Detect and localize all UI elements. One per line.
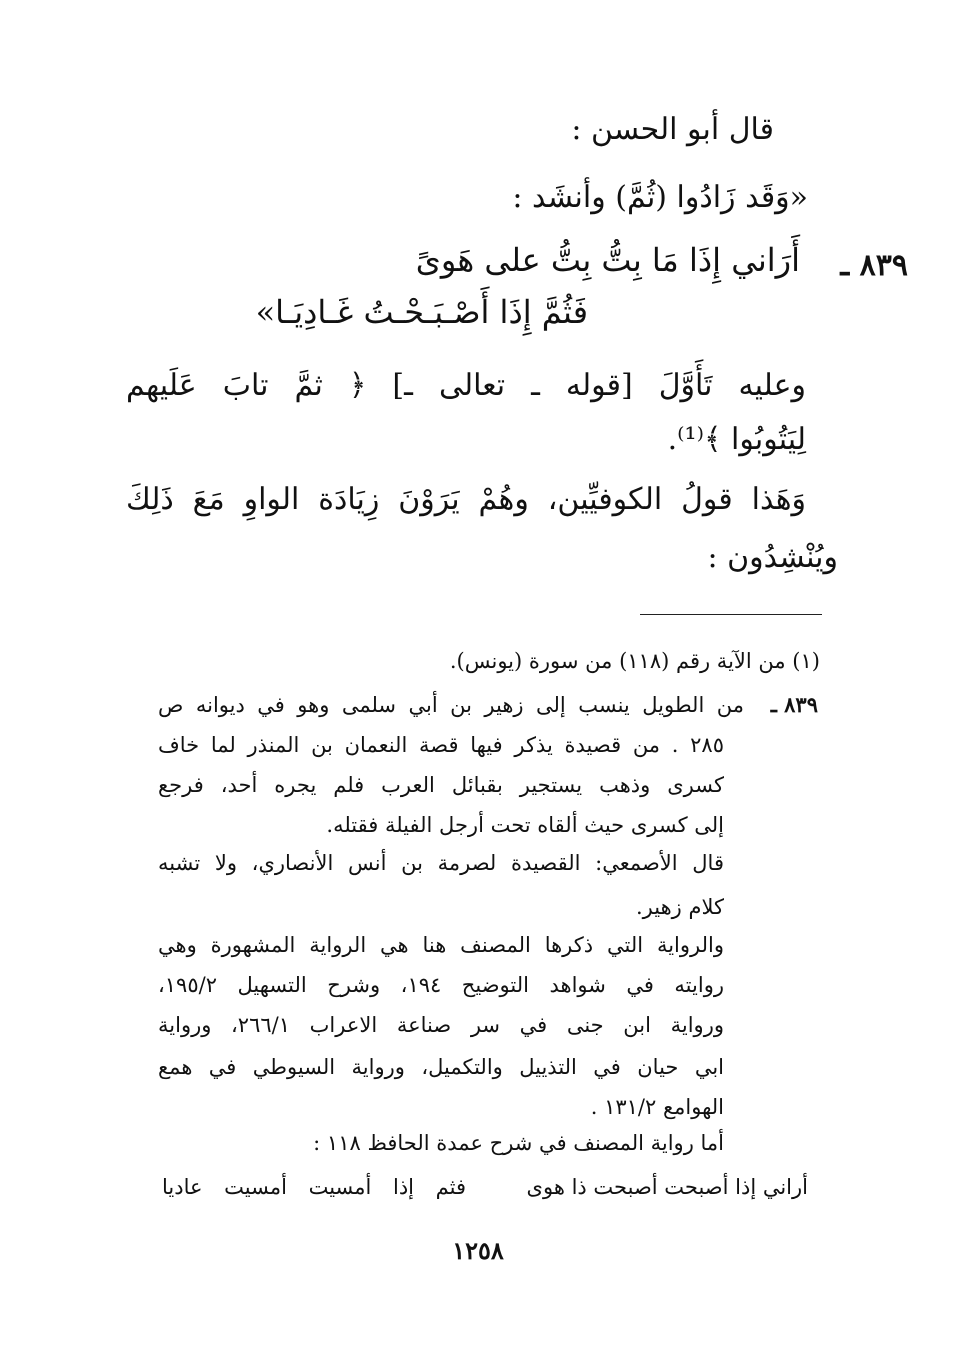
footnote-verse-hemistich-1: أراني إذا أصبحت أصبحت ذا هوى [526, 1175, 808, 1199]
footnote-839-line: ورواية ابن جنى في سر صناعة الاعراب ٢٦٦/١، ورواية [158, 1013, 724, 1037]
footnote-839-line: كلام زهير. [635, 895, 724, 919]
footnote-839-line: كسرى وذهب يستجير بقبائل العرب فلم يجره أحد، فرجع [158, 773, 724, 797]
heading-line: قال أبو الحسن : [571, 112, 774, 147]
page-number: ١٢٥٨ [452, 1236, 504, 1265]
verse-number: ٨٣٩ ـ [840, 248, 908, 283]
paragraph-2-line-2: ويُنْشِدُون : [707, 540, 838, 575]
intro-line: «وَقَد زَادُوا (ثُمَّ) وأنشَد : [512, 180, 808, 215]
footnote-839-line: من الطويل ينسب إلى زهير بن أبي سلمى وهو في ديوانه ص [158, 693, 744, 717]
footnote-839-number: ٨٣٩ ـ [770, 692, 818, 717]
paragraph-2-line-1: وَهَذا قولُ الكوفيِّين، وهُمْ يَرَوْنَ زِيَادَة الواوِ مَعَ ذَلِكَ [126, 482, 806, 517]
footnote-839-line: روايته في شواهد التوضيح ١٩٤، وشرح التسهيل ١٩٥/٢، [158, 973, 724, 997]
footnote-839-line: إلى كسرى حيث ألقاه تحت أرجل الفيلة فقتله. [326, 813, 724, 837]
verse-line-2: فَثُمَّ إِذَا أَصْـبَـحْـتُ غَـادِيَـا» [255, 293, 588, 331]
footnote-839-line: والرواية التي ذكرها المصنف هنا هي الرواية المشهورة وهي [158, 933, 724, 957]
footnote-verse-hemistich-2: فثم إذا أمسيت أمسيت عاديا [162, 1175, 466, 1199]
paragraph-1-line-2: لِيَتُوبُوا ﴾⁽¹⁾. [667, 422, 806, 457]
footnote-1: (١) من الآية رقم (١١٨) من سورة (يونس). [449, 649, 820, 673]
footnote-839-line: قال الأصمعي: القصيدة لصرمة بن أنس الأنصاري، ولا تشبه [158, 851, 724, 875]
footnote-839-line: ابي حيان في التذييل والتكميل، ورواية السيوطي في همع [158, 1055, 724, 1079]
footnote-separator [640, 614, 822, 615]
footnote-839-line: الهوامع ١٣١/٢ . [590, 1095, 724, 1119]
footnote-839-line: ٢٨٥ . من قصيدة يذكر فيها قصة النعمان بن المنذر لما خاف [158, 733, 724, 757]
verse-line-1: أَرَاني إِذَا مَا بِتُّ بِتُّ على هَوىً [415, 241, 800, 279]
footnote-839-line: أما رواية المصنف في شرح عمدة الحافظ ١١٨ : [313, 1131, 724, 1155]
paragraph-1-line-1: وعليه تَأَوَّلَ [قوله ـ تعالى ـ] ﴿ ثمَّ تابَ عَلَيهم [126, 368, 806, 403]
